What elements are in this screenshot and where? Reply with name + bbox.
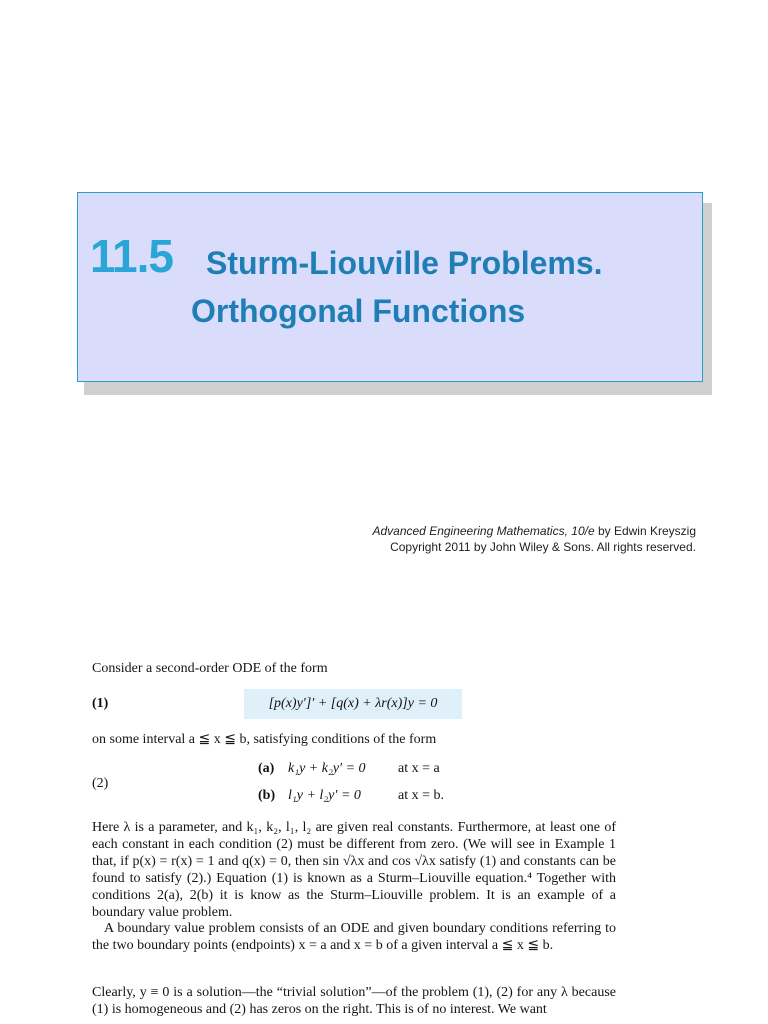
equation-2b-tag: (b) (258, 788, 276, 803)
paragraph-trivial-solution: Clearly, y ≡ 0 is a solution—the “trivial solution”—of the problem (1), (2) for any λ because (1) is homogeneous and (2) has zeros on the right. This is of no interest. We want (92, 985, 616, 1017)
book-credit (372, 523, 696, 555)
equation-1-label: (1) (92, 696, 109, 711)
section-title-line1: Sturm-Liouville Problems. (206, 245, 603, 281)
intro-text: Consider a second-order ODE of the form (92, 661, 328, 676)
equation-2b (258, 788, 444, 804)
interval-text: on some interval a ≦ x ≦ b, satisfying conditions of the form (92, 732, 437, 747)
paragraph-boundary-value: A boundary value problem consists of an ODE and given boundary conditions referring to the two boundary points (endpoints) x = a and x = b of a given interval a ≦ x ≦ b. (92, 921, 616, 953)
equation-2-label: (2) (92, 776, 109, 791)
paragraph-definition: Here λ is a parameter, and k₁, k₂, l₁, l₂ are given real constants. Furthermore, at least one of each constant in each condition (2) must be different from zero. (We will see in Example 1 that, if p(x) = r(x) = 1 and q(x) = 0, then sin √λx and cos √λx satisfy (1) and constants can be found to satisfy (2).) Equation (1) is known as a Sturm–Liouville equation.⁴ Together with conditions 2(a), 2(b) it is know as the Sturm–Liouville problem. It is an example of a boundary value problem. (92, 820, 616, 920)
equation-2a-at: at x = a (398, 761, 440, 776)
book-title: Advanced Engineering Mathematics, 10/e (372, 524, 595, 538)
equation-2b-expr: l₁y + l₂y′ = 0 (288, 788, 361, 803)
section-number: 11.5 (90, 230, 173, 282)
section-title-box (77, 192, 703, 382)
equation-2a (258, 761, 440, 777)
equation-2a-tag: (a) (258, 761, 275, 776)
equation-1: [p(x)y′]′ + [q(x) + λr(x)]y = 0 (244, 689, 462, 719)
section-title-line2: Orthogonal Functions (191, 293, 526, 329)
book-author: by Edwin Kreyszig (594, 524, 696, 538)
copyright-notice: Copyright 2011 by John Wiley & Sons. All rights reserved. (390, 540, 696, 554)
equation-2a-expr: k₁y + k₂y′ = 0 (288, 761, 366, 776)
equation-2b-at: at x = b. (398, 788, 444, 803)
